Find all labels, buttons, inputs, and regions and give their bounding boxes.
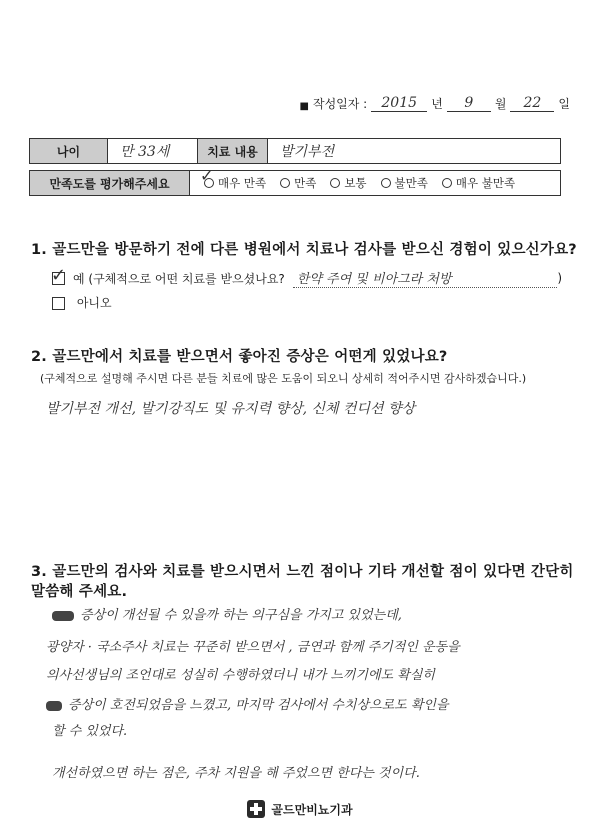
- satisfaction-option-very-dissatisfied[interactable]: 매우 불만족: [442, 175, 515, 191]
- q3-answer-line-4[interactable]: 증상이 호전되었음을 느꼈고, 마지막 검사에서 수치상으로도 확인을: [46, 694, 449, 713]
- question-3-title-line-2: 말씀해 주세요.: [31, 584, 128, 600]
- checkmark-icon: ✓: [51, 264, 67, 286]
- date-label: 작성일자 :: [312, 97, 368, 111]
- satisfaction-row: [29, 166, 561, 196]
- radio-icon: [280, 178, 290, 188]
- radio-icon: [381, 178, 391, 188]
- scribble-mark: [52, 611, 74, 621]
- scribble-mark: [46, 701, 62, 711]
- brand-logo-icon: [247, 800, 265, 818]
- q1-yes-option[interactable]: ✓ 예 (구체적으로 어떤 치료를 받으셨나요? 한약 주여 및 비아그라 처방 ): [51, 264, 562, 287]
- q3-answer-line-3[interactable]: 의사선생님의 조언대로 성실히 수행하였더니 내가 느끼기에도 확실히: [46, 668, 435, 683]
- info-row: [29, 138, 561, 164]
- question-2-subtitle: (구체적으로 설명해 주시면 다른 분들 치료에 많은 도움이 되오니 상세히 적어주시면 감사하겠습니다.): [40, 372, 527, 385]
- brand-name: 골드만비뇨기과: [271, 802, 353, 817]
- question-1-title: 1. 골드만을 방문하기 전에 다른 병원에서 치료나 검사를 받으신 경험이 있으신가요?: [31, 242, 577, 258]
- treatment-value[interactable]: 발기부전: [280, 144, 335, 160]
- age-value[interactable]: 만 33세: [108, 139, 198, 163]
- treatment-label: 치료 내용: [198, 139, 268, 163]
- q1-yes-answer[interactable]: 한약 주여 및 비아그라 처방: [293, 268, 558, 288]
- checkbox-icon[interactable]: [51, 264, 67, 286]
- question-3-title-line-1: 3. 골드만의 검사와 치료를 받으시면서 느낀 점이나 기타 개선할 점이 있다면 간단히: [31, 564, 574, 580]
- checkbox-icon[interactable]: [52, 297, 65, 310]
- satisfaction-option-neutral[interactable]: 보통: [330, 175, 366, 191]
- q3-answer-line-1[interactable]: 증상이 개선될 수 있을까 하는 의구심을 가지고 있었는데,: [52, 604, 402, 623]
- square-bullet-icon: ■: [299, 101, 309, 112]
- date-month[interactable]: 9: [447, 95, 491, 112]
- question-2-answer[interactable]: 발기부전 개선, 발기강직도 및 유지력 향상, 신체 컨디션 향상: [46, 401, 416, 417]
- footer-brand: [0, 800, 600, 818]
- date-day-unit: 일: [558, 97, 570, 111]
- satisfaction-option-dissatisfied[interactable]: 불만족: [381, 175, 428, 191]
- q3-answer-line-2[interactable]: 광양자 · 국소주사 치료는 꾸준히 받으면서 , 금연과 함께 주기적인 운동을: [46, 640, 460, 655]
- satisfaction-option-very-satisfied[interactable]: ✓ 매우 만족: [200, 166, 267, 190]
- radio-icon: [442, 178, 452, 188]
- q1-no-option[interactable]: 아니오: [52, 294, 112, 311]
- radio-icon: [330, 178, 340, 188]
- q3-answer-line-5[interactable]: 할 수 있었다.: [52, 724, 128, 739]
- satisfaction-label: 만족도를 평가해주세요: [30, 171, 190, 195]
- date-year-unit: 년: [431, 97, 443, 111]
- date-day[interactable]: 22: [510, 95, 554, 112]
- date-row: [300, 95, 570, 112]
- date-year[interactable]: 2015: [371, 95, 427, 112]
- age-label: 나이: [30, 139, 108, 163]
- question-2-title: 2. 골드만에서 치료를 받으면서 좋아진 증상은 어떤게 있었나요?: [31, 349, 448, 365]
- q3-answer-line-6[interactable]: 개선하였으면 하는 점은, 주차 지원을 해 주었으면 한다는 것이다.: [52, 766, 420, 781]
- satisfaction-option-satisfied[interactable]: 만족: [280, 175, 316, 191]
- date-month-unit: 월: [494, 97, 507, 111]
- checkmark-icon: ✓: [200, 166, 214, 185]
